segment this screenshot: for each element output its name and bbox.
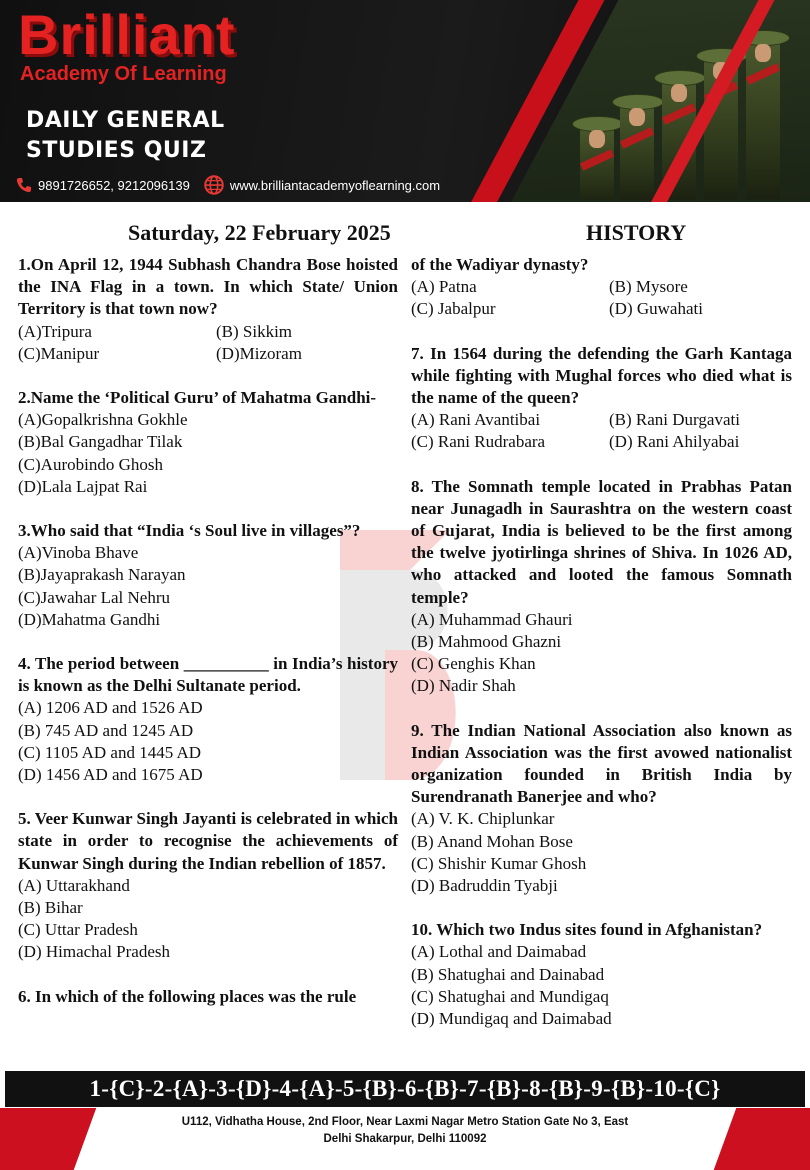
quiz-subject: HISTORY <box>586 220 687 245</box>
question-8: 8. The Somnath temple located in Prabhas Patan near Junagadh in Saurashtra on the western coast of Gujarat, India is believed to be the first among the twelve jyotirlinga shrines of Shiva. In 1026 AD, who attacked and looted the famous Somnath temple? <box>411 476 792 607</box>
question-4: 4. The period between __________ in India’s history is known as the Delhi Sultanate period. <box>18 654 398 696</box>
question-5: 5. Veer Kunwar Singh Jayanti is celebrated in which state in order to recognise the achievements of Kunwar Singh during the Indian rebellion of 1857. <box>18 809 398 873</box>
option-1b[interactable]: (B) Sikkim <box>216 321 293 341</box>
quiz-title-line: STUDIES QUIZ <box>26 138 207 163</box>
option-2d[interactable]: (D)Lala Lajpat Rai <box>18 476 148 496</box>
option-10c[interactable]: (C) Shatughai and Mundigaq <box>411 986 609 1006</box>
globe-icon <box>204 175 224 195</box>
option-5d[interactable]: (D) Himachal Pradesh <box>18 942 171 962</box>
option-7b[interactable]: (B) Rani Durgavati <box>609 410 740 430</box>
quiz-title-line: DAILY GENERAL <box>26 108 225 133</box>
option-9b[interactable]: (B) Anand Mohan Bose <box>411 831 573 851</box>
option-9c[interactable]: (C) Shishir Kumar Ghosh <box>411 853 587 873</box>
option-10b[interactable]: (B) Shatughai and Dainabad <box>411 964 605 984</box>
option-4a[interactable]: (A) 1206 AD and 1526 AD <box>18 698 203 718</box>
option-4c[interactable]: (C) 1105 AD and 1445 AD <box>18 742 202 762</box>
soldier-figure <box>580 126 614 200</box>
option-7a[interactable]: (A) Rani Avantibai <box>411 410 541 430</box>
option-5c[interactable]: (C) Uttar Pradesh <box>18 920 138 940</box>
question-7: 7. In 1564 during the defending the Garh Kantaga while fighting with Mughal forces who died what is the name of the queen? <box>411 343 792 408</box>
question-6-continued: of the Wadiyar dynasty? <box>411 255 589 274</box>
phone-icon <box>16 177 32 193</box>
address-line: Delhi Shakarpur, Delhi 110092 <box>323 1133 487 1145</box>
option-10d[interactable]: (D) Mundigaq and Daimabad <box>411 1009 612 1029</box>
address-line: U112, Vidhatha House, 2nd Floor, Near Laxmi Nagar Metro Station Gate No 3, East <box>181 1116 629 1128</box>
soldier-figure <box>620 104 654 200</box>
question-9: 9. The Indian National Association also known as Indian Association was the first avowed nationalist organization founded in British India by Surendranath Banerjee and who? <box>411 720 792 807</box>
soldier-figure <box>746 40 780 200</box>
quiz-date: Saturday, 22 February 2025 <box>128 220 391 245</box>
option-3c[interactable]: (C)Jawahar Lal Nehru <box>18 587 170 607</box>
option-3b[interactable]: (B)Jayaprakash Narayan <box>18 565 186 585</box>
option-9d[interactable]: (D) Badruddin Tyabji <box>411 876 558 896</box>
option-7d[interactable]: (D) Rani Ahilyabai <box>609 432 740 452</box>
option-5a[interactable]: (A) Uttarakhand <box>18 875 130 895</box>
option-2b[interactable]: (B)Bal Gangadhar Tilak <box>18 432 183 452</box>
footer-address <box>140 1114 670 1148</box>
option-6d[interactable]: (D) Guwahati <box>609 299 703 319</box>
option-8b[interactable]: (B) Mahmood Ghazni <box>411 632 562 652</box>
right-question-column <box>411 254 792 1030</box>
option-3d[interactable]: (D)Mahatma Gandhi <box>18 609 161 629</box>
question-1: 1.On April 12, 1944 Subhash Chandra Bose hoisted the INA Flag in a town. In which State/ Union Territory is that town now? <box>18 255 398 319</box>
option-10a[interactable]: (A) Lothal and Daimabad <box>411 942 587 962</box>
option-8d[interactable]: (D) Nadir Shah <box>411 676 516 696</box>
question-10: 10. Which two Indus sites found in Afghanistan? <box>411 920 763 940</box>
option-7c[interactable]: (C) Rani Rudrabara <box>411 432 546 452</box>
left-question-column <box>18 254 398 1008</box>
option-8c[interactable]: (C) Genghis Khan <box>411 654 536 674</box>
option-6b[interactable]: (B) Mysore <box>609 277 688 297</box>
option-1c[interactable]: (C)Manipur <box>18 343 100 363</box>
website-link[interactable]: www.brilliantacademyoflearning.com <box>229 177 441 193</box>
question-2: 2.Name the ‘Political Guru’ of Mahatma Gandhi- <box>18 388 377 408</box>
brand-logo <box>18 4 235 66</box>
header-banner <box>0 0 810 202</box>
option-4b[interactable]: (B) 745 AD and 1245 AD <box>18 720 194 740</box>
option-8a[interactable]: (A) Muhammad Ghauri <box>411 609 573 629</box>
option-2a[interactable]: (A)Gopalkrishna Gokhle <box>18 410 188 430</box>
question-6: 6. In which of the following places was the rule <box>18 986 357 1006</box>
question-3: 3.Who said that “India ‘s Soul live in villages”? <box>18 521 361 541</box>
option-4d[interactable]: (D) 1456 AD and 1675 AD <box>18 765 203 785</box>
contact-bar <box>16 175 440 195</box>
option-2c[interactable]: (C)Aurobindo Ghosh <box>18 454 163 474</box>
option-1a[interactable]: (A)Tripura <box>18 321 92 341</box>
answer-key-bar: 1-{C}-2-{A}-3-{D}-4-{A}-5-{B}-6-{B}-7-{B}-8-{B}-9-{B}-10-{C} <box>5 1071 805 1107</box>
option-9a[interactable]: (A) V. K. Chiplunkar <box>411 809 555 829</box>
option-6c[interactable]: (C) Jabalpur <box>411 299 496 319</box>
phone-numbers: 9891726652, 9212096139 <box>38 177 190 193</box>
option-5b[interactable]: (B) Bihar <box>18 898 83 918</box>
brand-name: Brilliant <box>18 3 236 66</box>
quiz-title <box>26 106 225 166</box>
brand-tagline: Academy Of Learning <box>20 63 227 85</box>
option-1d[interactable]: (D)Mizoram <box>216 343 302 363</box>
option-6a[interactable]: (A) Patna <box>411 277 477 297</box>
option-3a[interactable]: (A)Vinoba Bhave <box>18 543 139 563</box>
